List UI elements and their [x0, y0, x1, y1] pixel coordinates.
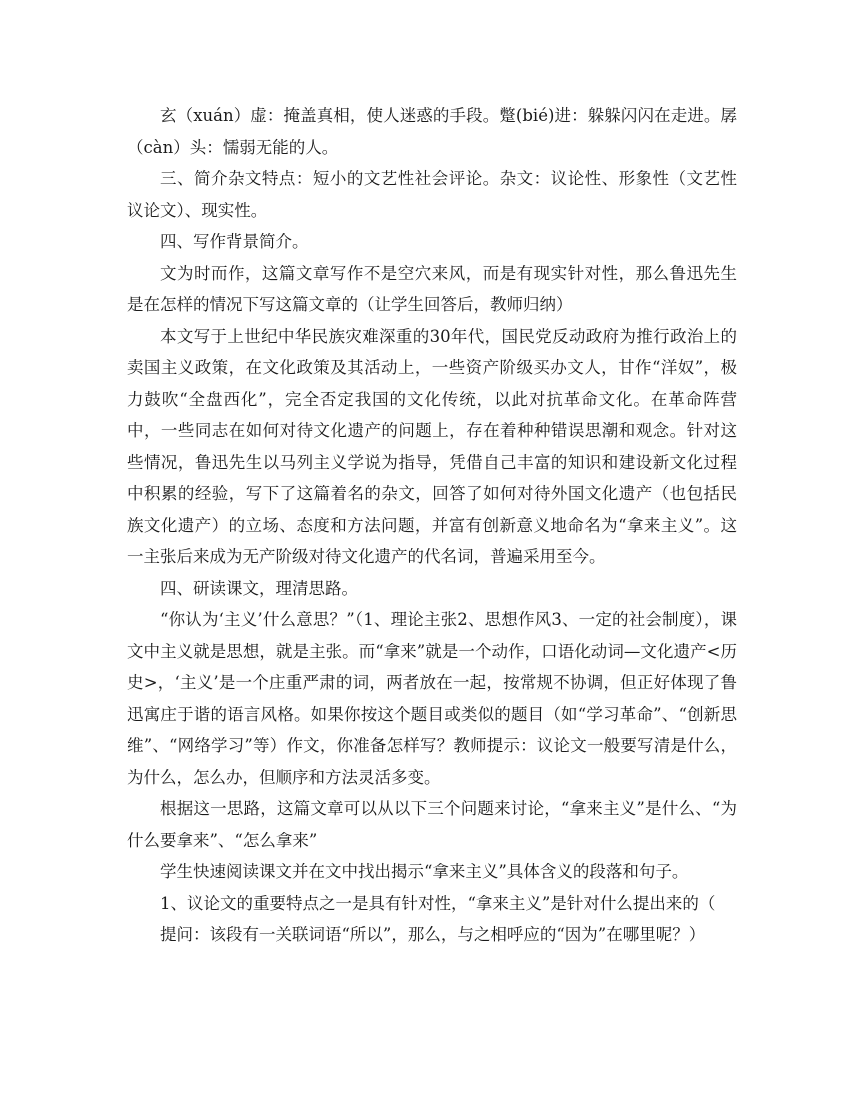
- paragraph-background-body: 本文写于上世纪中华民族灾难深重的30年代，国民党反动政府为推行政治上的卖国主义政策，在文化政策及其活动上，一些资产阶级买办文人，甘作“洋奴”，极力鼓吹“全盘西化”，完全否定我国的文化传统，以此对抗革命文化。在革命阵营中，一些同志在如何对待文化遗产的问题上，存在着种种错误思潮和观念。针对这些情况，鲁迅先生以马列主义学说为指导，凭借自己丰富的知识和建设新文化过程中积累的经验，写下了这篇着名的杂文，回答了如何对待外国文化遗产（也包括民族文化遗产）的立场、态度和方法问题，并富有创新意义地命名为“拿来主义”。这一主张后来成为无产阶级对待文化遗产的代名词，普遍采用至今。: [127, 326, 737, 566]
- paragraph-question-prompt: 提问：该段有一关联词语“所以”，那么，与之相呼应的“因为”在哪里呢？）: [160, 925, 706, 944]
- paragraph-reading-task: 学生快速阅读课文并在文中找出揭示“拿来主义”具体含义的段落和句子。: [160, 862, 689, 881]
- paragraph-three-questions: 根据这一思路，这篇文章可以从以下三个问题来讨论，“拿来主义”是什么、“为什么要拿来”、“怎么拿来”: [127, 799, 737, 850]
- document-body: [127, 100, 737, 951]
- paragraph-background-question: 文为时而作，这篇文章写作不是空穴来风，而是有现实针对性，那么鲁迅先生是在怎样的情况下写这篇文章的（让学生回答后，教师归纳）: [127, 263, 737, 314]
- paragraph-glossary: 玄（xuán）虚：掩盖真相，使人迷惑的手段。蹩(bié)进：躲躲闪闪在走进。孱（càn）头：懦弱无能的人。: [127, 106, 737, 157]
- paragraph-question-1: 1、议论文的重要特点之一是具有针对性，“拿来主义”是针对什么提出来的（: [160, 893, 716, 913]
- paragraph-title-analysis: “你认为‘主义’什么意思？”（1、理论主张2、思想作风3、一定的社会制度），课文中主义就是思想，就是主张。而“拿来”就是一个动作，口语化动词—文化遗产<历史>，‘主义’是一个庄重严肃的词，两者放在一起，按常规不协调，但正好体现了鲁迅寓庄于谐的语言风格。如果你按这个题目或类似的题目（如“学习革命”、“创新思维”、“网络学习”等）作文，你准备怎样写？教师提示：议论文一般要写清是什么，为什么，怎么办，但顺序和方法灵活多变。: [127, 610, 737, 787]
- paragraph-essay-features: 三、简介杂文特点：短小的文艺性社会评论。杂文：议论性、形象性（文艺性议论文）、现实性。: [127, 169, 737, 220]
- paragraph-reading-heading: 四、研读课文，理清思路。: [160, 578, 358, 598]
- paragraph-background-heading: 四、写作背景简介。: [160, 232, 309, 251]
